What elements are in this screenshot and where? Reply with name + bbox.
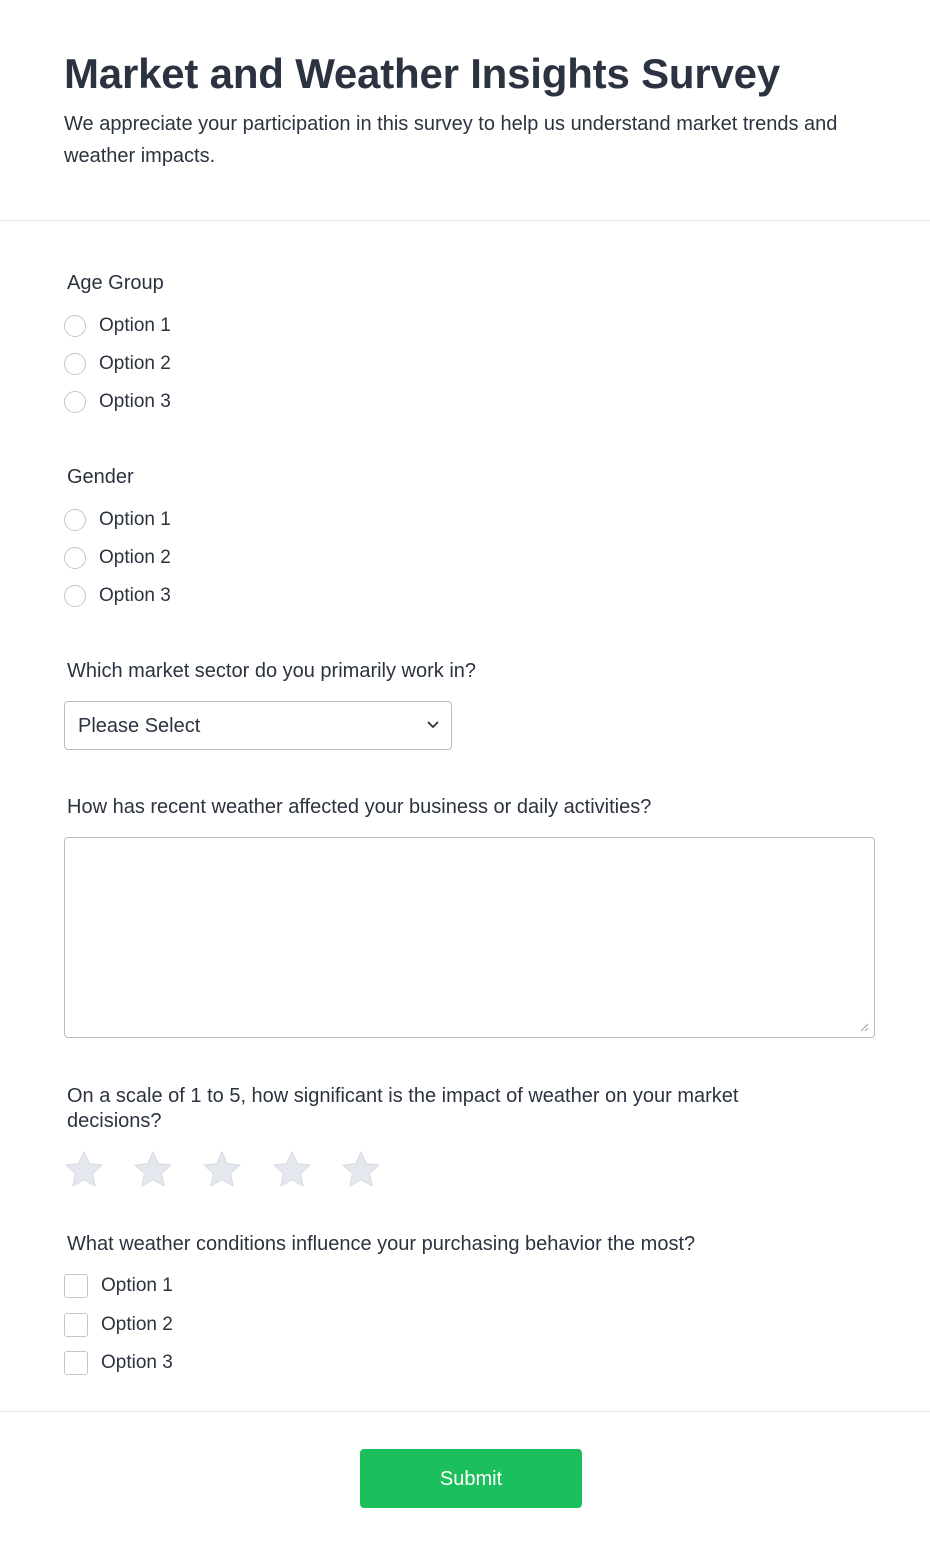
footer-divider bbox=[0, 1411, 930, 1412]
star-icon[interactable] bbox=[133, 1150, 173, 1190]
option-label: Option 3 bbox=[101, 1352, 173, 1373]
weather-effect-textarea[interactable] bbox=[64, 837, 875, 1038]
gender-option-3[interactable] bbox=[64, 583, 171, 609]
market-sector-select[interactable] bbox=[64, 701, 452, 750]
option-label: Option 2 bbox=[99, 547, 171, 568]
weather-effect-label: How has recent weather affected your business or daily activities? bbox=[67, 796, 652, 818]
star-icon[interactable] bbox=[64, 1150, 104, 1190]
option-label: Option 1 bbox=[101, 1275, 173, 1296]
radio-button[interactable] bbox=[64, 315, 86, 337]
option-label: Option 2 bbox=[99, 353, 171, 374]
resize-grip-icon[interactable] bbox=[859, 1022, 869, 1032]
checkbox[interactable] bbox=[64, 1351, 88, 1375]
radio-button[interactable] bbox=[64, 585, 86, 607]
star-icon[interactable] bbox=[341, 1150, 381, 1190]
age-group-label: Age Group bbox=[67, 272, 164, 294]
chevron-down-icon bbox=[427, 720, 439, 730]
market-sector-label: Which market sector do you primarily work in? bbox=[67, 660, 477, 682]
option-label: Option 2 bbox=[101, 1314, 173, 1335]
radio-button[interactable] bbox=[64, 509, 86, 531]
gender-label: Gender bbox=[67, 466, 134, 488]
page-subtitle: We appreciate your participation in this survey to help us understand market trends and weather impacts. bbox=[64, 113, 838, 167]
age-group-option-3[interactable] bbox=[64, 389, 171, 415]
age-group-option-2[interactable] bbox=[64, 351, 171, 377]
star-icon[interactable] bbox=[272, 1150, 312, 1190]
checkbox[interactable] bbox=[64, 1274, 88, 1298]
radio-button[interactable] bbox=[64, 353, 86, 375]
option-label: Option 1 bbox=[99, 315, 171, 336]
radio-button[interactable] bbox=[64, 547, 86, 569]
weather-conditions-option-1[interactable] bbox=[64, 1273, 173, 1299]
checkbox[interactable] bbox=[64, 1313, 88, 1337]
weather-conditions-option-3[interactable] bbox=[64, 1350, 173, 1376]
star-icon[interactable] bbox=[202, 1150, 242, 1190]
option-label: Option 3 bbox=[99, 391, 171, 412]
option-label: Option 3 bbox=[99, 585, 171, 606]
option-label: Option 1 bbox=[99, 509, 171, 530]
gender-option-1[interactable] bbox=[64, 507, 171, 533]
weather-conditions-label: What weather conditions influence your purchasing behavior the most? bbox=[67, 1233, 696, 1255]
age-group-option-1[interactable] bbox=[64, 313, 171, 339]
impact-rating-label: On a scale of 1 to 5, how significant is the impact of weather on your market decisions? bbox=[67, 1085, 739, 1132]
weather-conditions-option-2[interactable] bbox=[64, 1312, 173, 1338]
submit-button[interactable]: Submit bbox=[360, 1449, 582, 1508]
radio-button[interactable] bbox=[64, 391, 86, 413]
select-value: Please Select bbox=[78, 715, 201, 737]
survey-header bbox=[0, 0, 930, 221]
gender-option-2[interactable] bbox=[64, 545, 171, 571]
page-title: Market and Weather Insights Survey bbox=[64, 50, 780, 97]
